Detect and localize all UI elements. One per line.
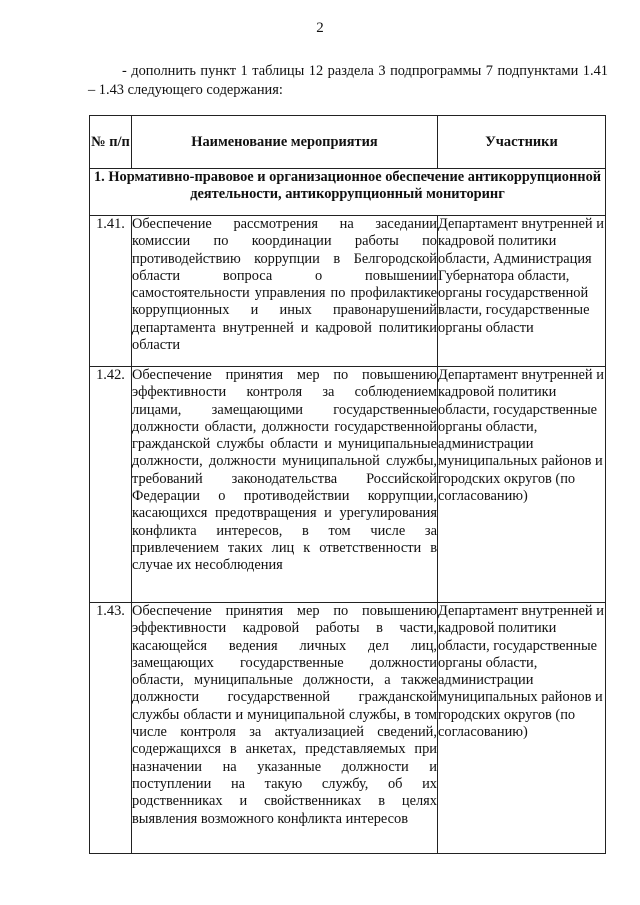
header-num: № п/п <box>90 116 132 169</box>
table-row <box>90 603 606 854</box>
row-participants: Департамент внутренней и кадровой политики области, государственные органы области, администрации муниципальных районов и городских округов (по согласованию) <box>438 367 606 603</box>
row-participants: Департамент внутренней и кадровой политики области, государственные органы области, администрации муниципальных районов и городских округов (по согласованию) <box>438 603 606 854</box>
table-row <box>90 367 606 603</box>
row-participants: Департамент внутренней и кадровой политики области, Администрация Губернатора области, органы государственной власти, государственные органы области <box>438 216 606 367</box>
table-header-row <box>90 116 606 169</box>
page-number: 2 <box>316 20 324 36</box>
section-row <box>90 169 606 216</box>
row-measure: Обеспечение рассмотрения на заседании комиссии по координации работы по противодействию коррупции в Белгородской области вопроса о повышении самостоятельности управления по профилактике коррупционных и иных правонарушений департамента внутренней и кадровой политики области <box>132 216 438 367</box>
row-number: 1.43. <box>90 603 132 854</box>
row-measure: Обеспечение принятия мер по повышению эффективности кадровой работы в части, касающейся ведения личных дел лиц, замещающих государственные должности области, муниципальные должности, а также должности государственной гражданской службы области и муниципальной службы, в том числе контроля за актуализацией сведений, содержащихся в анкетах, представляемых при назначении на указанные должности и поступлении на такую службу, об их родственниках и свойственниках в целях выявления возможного конфликта интересов <box>132 603 438 854</box>
row-number: 1.42. <box>90 367 132 603</box>
row-number: 1.41. <box>90 216 132 367</box>
section-title: 1. Нормативно-правовое и организационное обеспечение антикоррупционной деятельности, антикоррупционный мониторинг <box>90 169 606 216</box>
measures-table <box>89 115 606 854</box>
header-name: Наименование мероприятия <box>132 116 438 169</box>
row-measure: Обеспечение принятия мер по повышению эффективности контроля за соблюдением лицами, замещающими государственные должности области, должности государственной гражданской службы области и муниципальные должности, должности муниципальной службы, требований законодательства Российской Федерации о противодействии коррупции, касающихся предотвращения и урегулирования конфликта интересов, в том числе за привлечением таких лиц к ответственности в случае их несоблюдения <box>132 367 438 603</box>
intro-paragraph: - дополнить пункт 1 таблицы 12 раздела 3 подпрограммы 7 подпунктами 1.41 – 1.43 следующего содержания: <box>88 63 608 98</box>
header-participants: Участники <box>438 116 606 169</box>
table-row <box>90 216 606 367</box>
